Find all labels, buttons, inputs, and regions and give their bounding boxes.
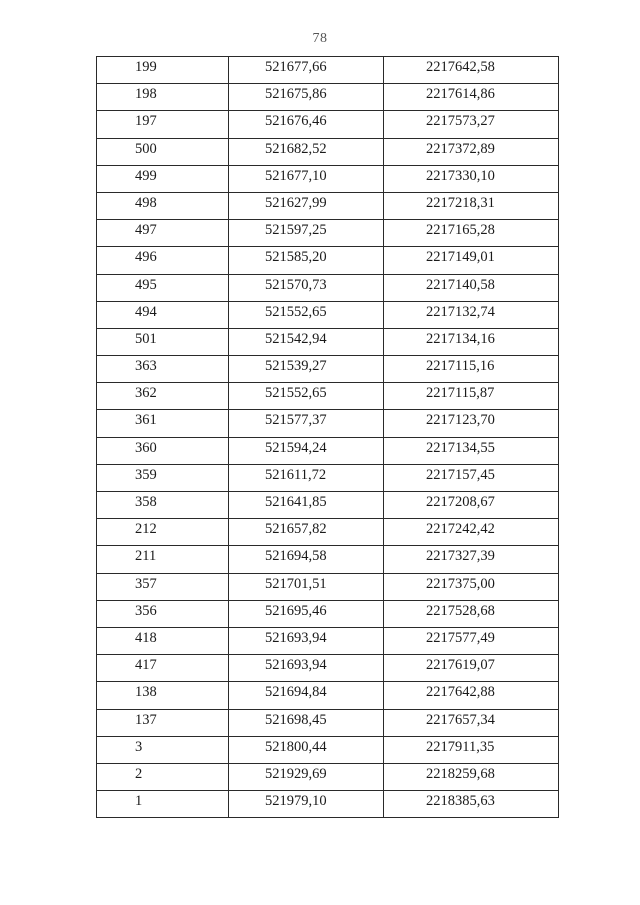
point-number-cell: 359 (97, 464, 229, 491)
x-coordinate-cell: 521539,27 (229, 356, 384, 383)
table-row (97, 546, 559, 573)
table-row (97, 573, 559, 600)
x-coordinate-cell: 521677,66 (229, 57, 384, 84)
y-coordinate-cell: 2217134,55 (384, 437, 559, 464)
y-coordinate-cell: 2217642,88 (384, 682, 559, 709)
table-row (97, 519, 559, 546)
point-number-cell: 417 (97, 655, 229, 682)
table-row (97, 328, 559, 355)
x-coordinate-cell: 521657,82 (229, 519, 384, 546)
x-coordinate-cell: 521693,94 (229, 655, 384, 682)
table-row (97, 464, 559, 491)
y-coordinate-cell: 2217577,49 (384, 627, 559, 654)
point-number-cell: 363 (97, 356, 229, 383)
point-number-cell: 494 (97, 301, 229, 328)
y-coordinate-cell: 2217123,70 (384, 410, 559, 437)
x-coordinate-cell: 521979,10 (229, 791, 384, 818)
y-coordinate-cell: 2218385,63 (384, 791, 559, 818)
y-coordinate-cell: 2217330,10 (384, 165, 559, 192)
point-number-cell: 356 (97, 600, 229, 627)
coordinates-table-body (97, 57, 559, 818)
y-coordinate-cell: 2217140,58 (384, 274, 559, 301)
table-row (97, 356, 559, 383)
point-number-cell: 361 (97, 410, 229, 437)
y-coordinate-cell: 2217157,45 (384, 464, 559, 491)
x-coordinate-cell: 521542,94 (229, 328, 384, 355)
point-number-cell: 138 (97, 682, 229, 709)
point-number-cell: 3 (97, 736, 229, 763)
y-coordinate-cell: 2217528,68 (384, 600, 559, 627)
point-number-cell: 418 (97, 627, 229, 654)
point-number-cell: 197 (97, 111, 229, 138)
y-coordinate-cell: 2217642,58 (384, 57, 559, 84)
y-coordinate-cell: 2217573,27 (384, 111, 559, 138)
x-coordinate-cell: 521552,65 (229, 301, 384, 328)
point-number-cell: 495 (97, 274, 229, 301)
point-number-cell: 497 (97, 220, 229, 247)
table-row (97, 84, 559, 111)
y-coordinate-cell: 2217115,87 (384, 383, 559, 410)
x-coordinate-cell: 521694,84 (229, 682, 384, 709)
table-row (97, 655, 559, 682)
point-number-cell: 2 (97, 763, 229, 790)
point-number-cell: 498 (97, 192, 229, 219)
y-coordinate-cell: 2217657,34 (384, 709, 559, 736)
y-coordinate-cell: 2217132,74 (384, 301, 559, 328)
table-row (97, 165, 559, 192)
table-row (97, 383, 559, 410)
x-coordinate-cell: 521597,25 (229, 220, 384, 247)
y-coordinate-cell: 2217911,35 (384, 736, 559, 763)
y-coordinate-cell: 2217614,86 (384, 84, 559, 111)
point-number-cell: 198 (97, 84, 229, 111)
x-coordinate-cell: 521698,45 (229, 709, 384, 736)
x-coordinate-cell: 521552,65 (229, 383, 384, 410)
coordinates-table (96, 56, 559, 818)
point-number-cell: 499 (97, 165, 229, 192)
point-number-cell: 358 (97, 492, 229, 519)
table-row (97, 138, 559, 165)
x-coordinate-cell: 521676,46 (229, 111, 384, 138)
y-coordinate-cell: 2217218,31 (384, 192, 559, 219)
table-row (97, 111, 559, 138)
table-row (97, 247, 559, 274)
x-coordinate-cell: 521641,85 (229, 492, 384, 519)
y-coordinate-cell: 2217375,00 (384, 573, 559, 600)
point-number-cell: 501 (97, 328, 229, 355)
point-number-cell: 137 (97, 709, 229, 736)
x-coordinate-cell: 521677,10 (229, 165, 384, 192)
y-coordinate-cell: 2217208,67 (384, 492, 559, 519)
x-coordinate-cell: 521693,94 (229, 627, 384, 654)
table-row (97, 791, 559, 818)
y-coordinate-cell: 2217619,07 (384, 655, 559, 682)
x-coordinate-cell: 521694,58 (229, 546, 384, 573)
x-coordinate-cell: 521675,86 (229, 84, 384, 111)
x-coordinate-cell: 521929,69 (229, 763, 384, 790)
table-row (97, 627, 559, 654)
x-coordinate-cell: 521627,99 (229, 192, 384, 219)
y-coordinate-cell: 2217149,01 (384, 247, 559, 274)
table-row (97, 492, 559, 519)
y-coordinate-cell: 2217165,28 (384, 220, 559, 247)
y-coordinate-cell: 2217327,39 (384, 546, 559, 573)
point-number-cell: 199 (97, 57, 229, 84)
table-row (97, 763, 559, 790)
point-number-cell: 500 (97, 138, 229, 165)
x-coordinate-cell: 521577,37 (229, 410, 384, 437)
table-row (97, 600, 559, 627)
point-number-cell: 362 (97, 383, 229, 410)
point-number-cell: 357 (97, 573, 229, 600)
table-row (97, 192, 559, 219)
point-number-cell: 212 (97, 519, 229, 546)
table-row (97, 220, 559, 247)
point-number-cell: 211 (97, 546, 229, 573)
x-coordinate-cell: 521682,52 (229, 138, 384, 165)
y-coordinate-cell: 2217134,16 (384, 328, 559, 355)
table-row (97, 682, 559, 709)
y-coordinate-cell: 2217372,89 (384, 138, 559, 165)
x-coordinate-cell: 521701,51 (229, 573, 384, 600)
table-row (97, 274, 559, 301)
x-coordinate-cell: 521570,73 (229, 274, 384, 301)
page-number: 78 (312, 31, 328, 46)
y-coordinate-cell: 2217115,16 (384, 356, 559, 383)
y-coordinate-cell: 2217242,42 (384, 519, 559, 546)
x-coordinate-cell: 521800,44 (229, 736, 384, 763)
x-coordinate-cell: 521585,20 (229, 247, 384, 274)
table-row (97, 301, 559, 328)
table-row (97, 709, 559, 736)
table-row (97, 736, 559, 763)
table-row (97, 410, 559, 437)
table-row (97, 57, 559, 84)
x-coordinate-cell: 521594,24 (229, 437, 384, 464)
point-number-cell: 360 (97, 437, 229, 464)
x-coordinate-cell: 521695,46 (229, 600, 384, 627)
point-number-cell: 496 (97, 247, 229, 274)
table-row (97, 437, 559, 464)
y-coordinate-cell: 2218259,68 (384, 763, 559, 790)
x-coordinate-cell: 521611,72 (229, 464, 384, 491)
point-number-cell: 1 (97, 791, 229, 818)
